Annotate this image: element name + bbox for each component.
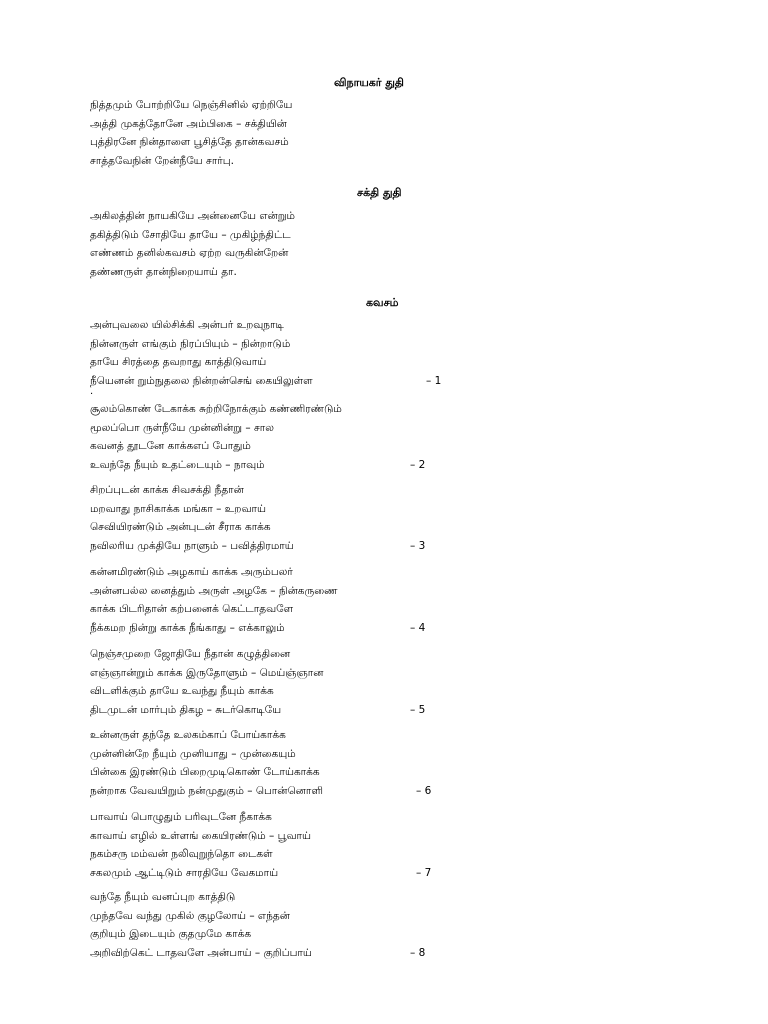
verse-line: நின்னருள் எங்கும் நிரப்பியும் – நின்றாடும் bbox=[90, 337, 291, 350]
verse-line: பாவாய் பொழுதும் பரிவுடனே நீகாக்க bbox=[90, 811, 272, 823]
verse-line: அன்புவலை யில்சிக்கி அன்பர் உறவுநாடி bbox=[90, 319, 284, 331]
stanza-3 bbox=[90, 481, 650, 555]
verse-line: உன்னருள் தந்தே உலகம்காப் போய்காக்க bbox=[90, 729, 286, 741]
verse-line: காக்க பிடரிதான் கற்பனைக் கெட்டாதவளே bbox=[90, 603, 294, 615]
verse-line: சூலம்கொண் டேகாக்க சுற்றிநோக்கும் கண்ணிரண்டும் bbox=[90, 403, 342, 415]
verse-line: அறிவிற்கெட் டாதவளே அன்பாய் – குறிப்பாய் – 8 bbox=[90, 944, 650, 963]
verse-line: புத்திரனே நின்தாளை பூசித்தே தான்கவசம் bbox=[90, 136, 289, 148]
verse-line: சிறப்புடன் காக்க சிவசக்தி நீதான் bbox=[90, 484, 244, 496]
verse-line: மறவாது நாசிகாக்க மங்கா – உறவாய் bbox=[90, 502, 266, 515]
stanza-4 bbox=[90, 563, 650, 637]
stanza-sakthi bbox=[90, 207, 650, 281]
stanza-1 bbox=[90, 316, 650, 390]
verse-line: சகலமும் ஆட்டிடும் சாரதியே வேகமாய் – 7 bbox=[90, 864, 650, 883]
verse-line: தண்ணருள் தான்நிறையாய் தா. bbox=[90, 265, 237, 278]
stanza-number: – 2 bbox=[410, 458, 426, 471]
stanza-vinayagar bbox=[90, 96, 650, 170]
verse-line: கவனத் தூடனே காக்கஎப் போதும் bbox=[90, 440, 251, 452]
verse-line: அன்னபல்ல னைத்தும் அருள் அழகே – நின்கருணை bbox=[90, 584, 338, 597]
stanza-5 bbox=[90, 645, 650, 719]
verse-line: வந்தே நீயும் வனப்புற காத்திடு bbox=[90, 891, 236, 903]
verse-line: நகம்சரு மம்வன் நலிவுறுந்தொ டைகள் bbox=[90, 848, 273, 860]
verse-line: நெஞ்சமுறை ஜோதியே நீதான் கழுத்தினை bbox=[90, 648, 291, 660]
verse-line: திடமுடன் மார்பும் திகழ – சுடர்கொடியே – 5 bbox=[90, 701, 650, 720]
stanza-8 bbox=[90, 888, 650, 962]
section-heading-kavasam: கவசம் bbox=[366, 296, 399, 309]
stanza-number: – 3 bbox=[410, 539, 426, 552]
verse-line: அகிலத்தின் நாயகியே அன்னையே என்றும் bbox=[90, 210, 295, 222]
verse-line: சாத்தவேநின் றேன்நீயே சார்பு. bbox=[90, 154, 234, 167]
verse-line: விடளிக்கும் தாயே உவந்து நீயும் காக்க bbox=[90, 685, 274, 697]
verse-line: காவாய் எழில் உள்ளங் கையிரண்டும் – பூவாய் bbox=[90, 829, 312, 842]
verse-line: தாயே சிரத்தை தவறாது காத்திடுவாய் bbox=[90, 356, 267, 368]
verse-line: பின்கை இரண்டும் பிறைமுடிகொண் டோய்காக்க bbox=[90, 766, 320, 778]
stanza-7 bbox=[90, 808, 650, 882]
verse-line: நவிலரிய முக்தியே நாளும் – பவித்திரமாய் – 3 bbox=[90, 537, 650, 556]
stanza-number: – 1 bbox=[426, 374, 442, 387]
section-heading-sakthi: சக்தி துதி bbox=[357, 186, 402, 199]
verse-line: முந்தவே வந்து முகில் குழலோய் – எந்தன் bbox=[90, 909, 290, 922]
verse-line: நீக்கமற நின்று காக்க நீங்காது – எக்காலும் – 4 bbox=[90, 619, 650, 638]
verse-line: கன்னமிரண்டும் அழகாய் காக்க அரும்பலர் bbox=[90, 566, 293, 578]
verse-line: அத்தி முகத்தோனே அம்பிகை – சக்தியின் bbox=[90, 117, 287, 130]
stanza-number: – 5 bbox=[410, 703, 426, 716]
verse-line: தகித்திடும் சோதியே தாயே – முகிழ்ந்திட்ட bbox=[90, 228, 291, 241]
verse-line: நித்தமும் போற்றியே நெஞ்சினில் ஏற்றியே bbox=[90, 99, 293, 111]
verse-line: எண்ணம் தனில்கவசம் ஏற்ற வருகின்றேன் bbox=[90, 247, 289, 259]
stanza-number: – 4 bbox=[410, 621, 426, 634]
stanza-6 bbox=[90, 726, 650, 800]
stanza-number: – 7 bbox=[416, 866, 432, 879]
stanza-number: – 8 bbox=[410, 946, 426, 959]
section-heading-vinayagar: விநாயகர் துதி bbox=[334, 76, 404, 89]
verse-line: எஞ்ஞான்றும் காக்க இருதோளும் – மெய்ஞ்ஞான bbox=[90, 666, 324, 679]
verse-line: குறியும் இடையும் குதமுமே காக்க bbox=[90, 928, 252, 940]
verse-line: மூலப்பொ ருள்நீயே முன்னின்று – சால bbox=[90, 421, 274, 434]
stray-mark: . bbox=[90, 386, 94, 397]
verse-line: நன்றாக வேவயிறும் நன்முதுகும் – பொன்னொளி – 6 bbox=[90, 782, 650, 801]
verse-line: உவந்தே நீயும் உதட்டையும் – நாவும் – 2 bbox=[90, 456, 650, 475]
verse-line: நீயெனன் றும்நுதலை நின்றன்செங் கையிலுள்ள – 1 bbox=[90, 372, 650, 391]
verse-line: முன்னின்றே நீயும் முனியாது – முன்கையும் bbox=[90, 747, 296, 760]
stanza-2 bbox=[90, 400, 650, 474]
verse-line: செவியிரண்டும் அன்புடன் சீராக காக்க bbox=[90, 521, 271, 533]
stanza-number: – 6 bbox=[416, 784, 432, 797]
